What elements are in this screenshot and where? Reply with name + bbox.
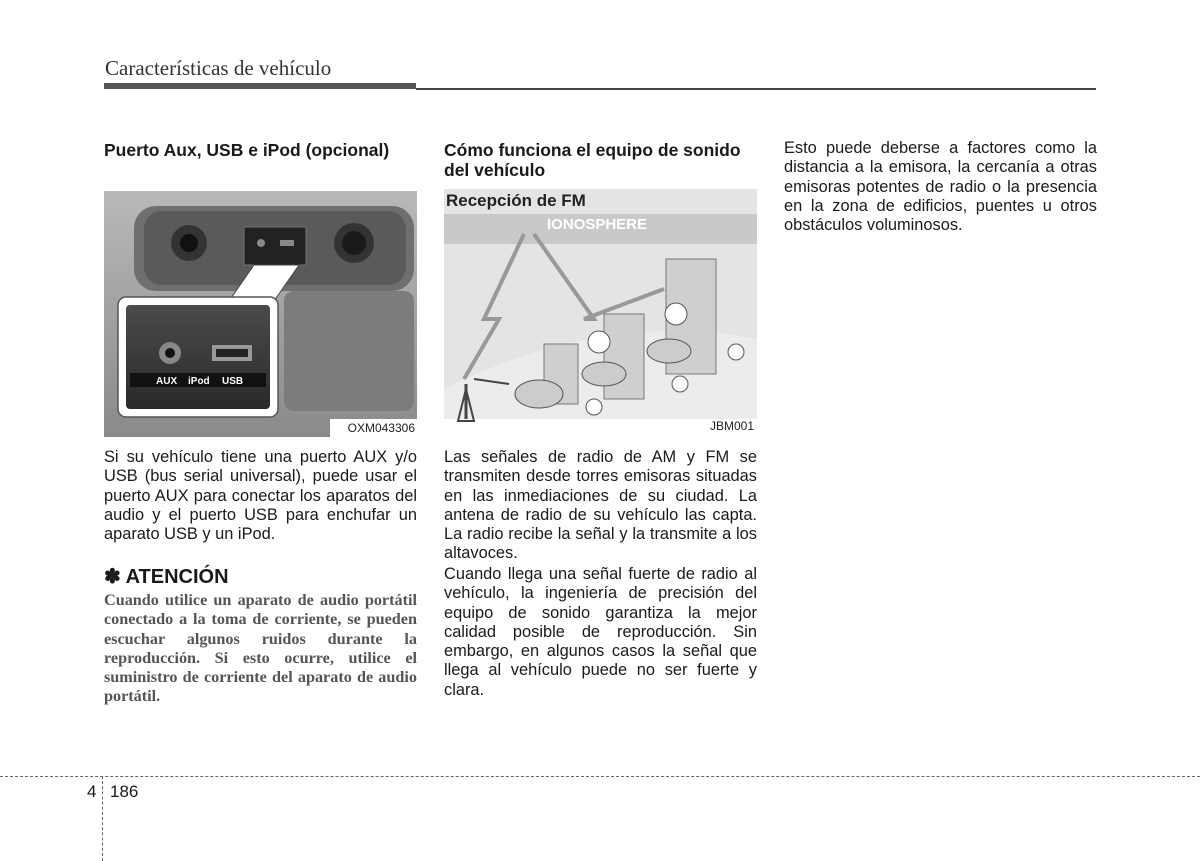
aux-usb-port-figure [104,191,417,437]
section-heading-aux-usb: Puerto Aux, USB e iPod (opcional) [104,140,390,160]
page-header-title: Características de vehículo [105,56,332,80]
port-label-usb: USB [222,376,244,387]
factors-paragraph: Esto puede deberse a factores como la distancia a la emisora, la cercanía a otras emisoras potentes de radio o la presencia en la zona de edificios, puentes u otros obstáculos voluminosos. [784,139,1097,235]
aux-usb-paragraph: Si su vehículo tiene una puerto AUX y/o USB (bus serial universal), puede usar el puerto AUX para conectar los aparatos del audio y el puerto USB para enchufar un aparato USB y un iPod. [104,448,417,544]
figure-title-fm: Recepción de FM [446,191,586,210]
section-heading-sound-system: Cómo funciona el equipo de sonido del vehículo [444,140,741,180]
section-number: 4 [87,782,97,801]
sound-paragraph-2: Cuando llega una señal fuerte de radio al vehículo, la ingeniería de precisión del equipo de sonido garantiza la mejor calidad posible de reproducción. Sin embargo, en algunos casos la señal que llega al vehículo puede no ser fuerte y clara. [444,565,757,699]
attention-title: ✽ ATENCIÓN [104,566,229,588]
port-label-aux: AUX [156,376,178,387]
figure-code-jbm: JBM001 [709,419,754,433]
fm-reception-figure [444,189,757,437]
figure-code-oxm: OXM043306 [347,421,415,435]
ionosphere-label: IONOSPHERE [547,216,648,233]
header-rule-thin [416,88,1096,90]
header-rule-thick [104,83,416,89]
footer-dashed-rule [0,776,1200,777]
page-number: 186 [110,782,139,801]
aux-usb-port-illustration [104,191,417,437]
sound-paragraph-1: Las señales de radio de AM y FM se transmiten desde torres emisoras situadas en las inmediaciones de su ciudad. La antena de radio de su vehículo las capta. La radio recibe la señal y la transmite a los altavoces. [444,448,757,563]
footer-dashed-divider [102,776,103,861]
port-label-ipod: iPod [188,376,210,387]
attention-body: Cuando utilice un aparato de audio portátil conectado a la toma de corriente, se pueden escuchar algunos ruidos durante la reproducción. Si esto ocurre, utilice el suministro de corriente del aparato de audio portátil. [104,591,417,706]
